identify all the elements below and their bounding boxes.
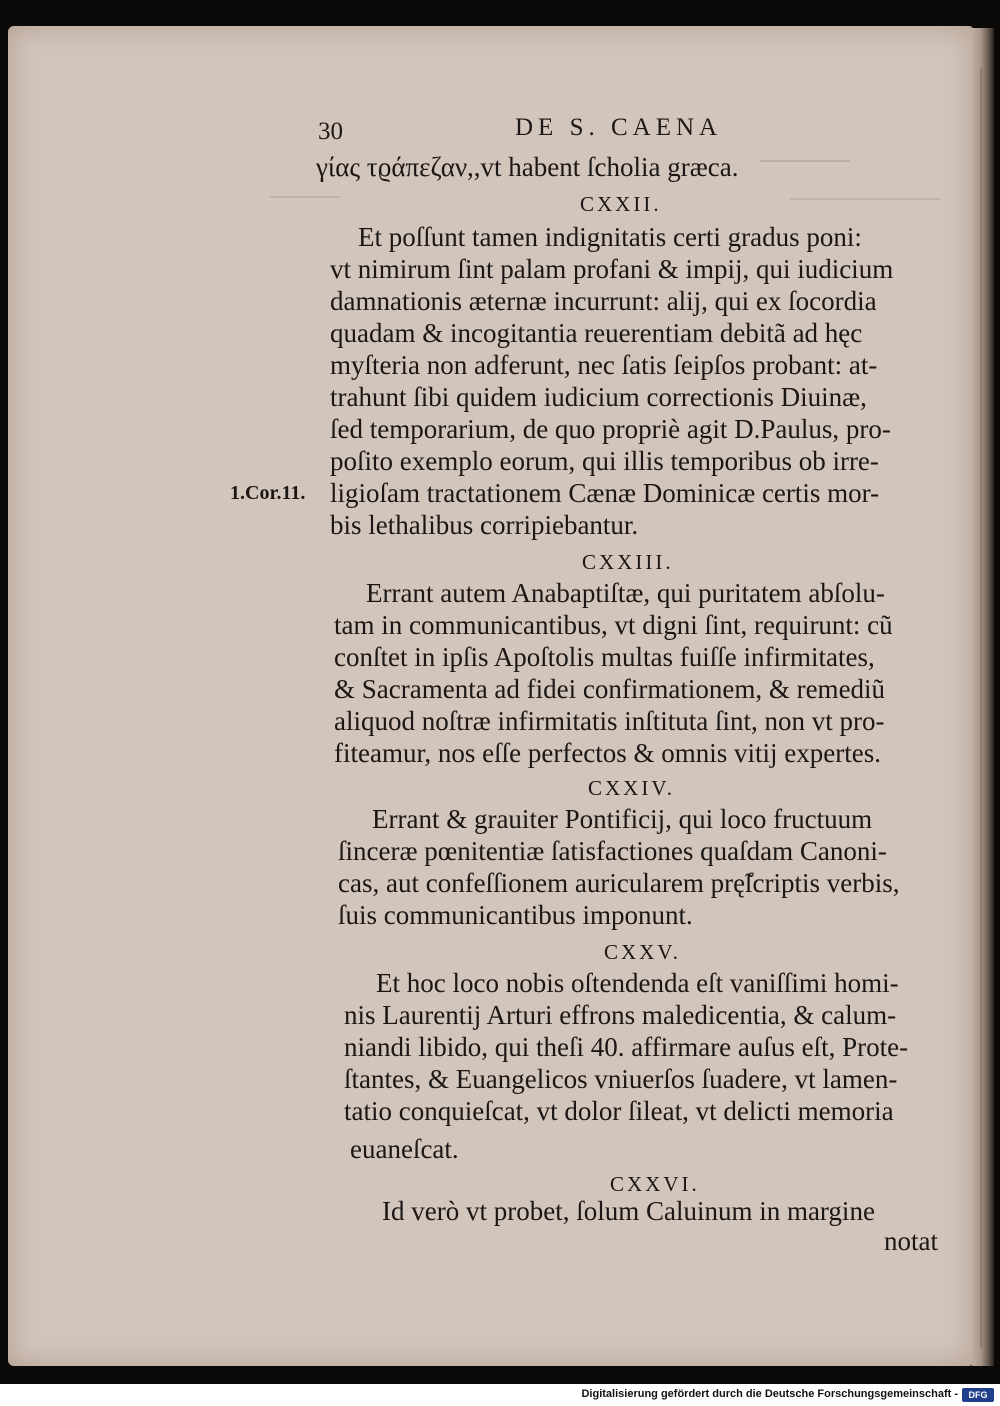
text-line: euaneſcat. — [350, 1134, 459, 1164]
section-heading: CXXIV. — [588, 776, 676, 800]
text-line: ſuis communicantibus imponunt. — [338, 900, 693, 930]
text-line: quadam & incogitantia reuerentiam debitã ad hęc — [330, 318, 863, 348]
section-heading: CXXVI. — [610, 1172, 700, 1196]
dfg-logo: DFG — [962, 1388, 994, 1402]
section-heading: CXXII. — [580, 192, 662, 216]
margin-note: 1.Cor.11. — [230, 482, 306, 504]
text-line: conſtet in ipſis Apoſtolis multas fuiſſe infirmitates, — [334, 642, 875, 672]
text-line: tatio conquieſcat, vt dolor ſileat, vt delicti memoria — [344, 1096, 894, 1126]
text-line: Et poſſunt tamen indignitatis certi gradus poni: — [358, 222, 862, 252]
text-line: poſito exemplo eorum, qui illis temporibus ob irre- — [330, 446, 879, 476]
text-line: nis Laurentij Arturi effrons maledicentia, & calum- — [344, 1000, 897, 1030]
text-line: trahunt ſibi quidem iudicium correctionis Diuinæ, — [330, 382, 867, 412]
text-line: Id verò vt probet, ſolum Caluinum in margine — [382, 1196, 875, 1226]
text-line: ligioſam tractationem Cænæ Dominicæ certis mor- — [330, 478, 880, 508]
text-line: vt nimirum ſint palam profani & impij, qui iudicium — [330, 254, 894, 284]
text-line: Errant autem Anabaptiſtæ, qui puritatem abſolu- — [366, 578, 885, 608]
running-title: DE S. CAENA — [515, 114, 723, 141]
footer-bar — [0, 1384, 1000, 1406]
text-line: γίας τϱάπεζαν,,vt habent ſcholia græca. — [316, 152, 739, 182]
text-line: damnationis æternæ incurrunt: alij, qui ex ſocordia — [330, 286, 877, 316]
text-line: ſed temporarium, de quo propriè agit D.Paulus, pro- — [330, 414, 891, 444]
text-line: bis lethalibus corripiebantur. — [330, 510, 639, 540]
funding-credit: Digitalisierung gefördert durch die Deutsche Forschungsgemeinschaft - — [581, 1388, 958, 1400]
text-line: cas, aut confeſſionem auricularem prę̃ſcriptis verbis, — [338, 868, 900, 898]
show-through-mark — [790, 198, 940, 200]
page-number: 30 — [318, 118, 343, 145]
page-edge-line — [980, 68, 982, 1348]
catchword: notat — [884, 1226, 938, 1256]
show-through-mark — [760, 160, 850, 162]
text-line: ſtantes, & Euangelicos vniuerſos ſuadere, vt lamen- — [344, 1064, 898, 1094]
section-heading: CXXIII. — [582, 550, 674, 574]
text-line: Et hoc loco nobis oſtendenda eſt vaniſſimi homi- — [376, 968, 899, 998]
text-line: myſteria non adferunt, nec ſatis ſeipſos probant: at- — [330, 350, 878, 380]
page-edge — [972, 28, 994, 1366]
text-line: fiteamur, nos eſſe perfectos & omnis vitij expertes. — [334, 738, 882, 768]
section-heading: CXXV. — [604, 940, 682, 964]
text-line: & Sacramenta ad fidei confirmationem, & remediũ — [334, 674, 886, 704]
text-line: ſinceræ pœnitentiæ ſatisfactiones quaſdam Canoni- — [338, 836, 887, 866]
text-line: niandi libido, qui theſi 40. affirmare auſus eſt, Prote- — [344, 1032, 909, 1062]
text-line: aliquod noſtræ infirmitatis inſtituta ſint, non vt pro- — [334, 706, 885, 736]
text-line: tam in communicantibus, vt digni ſint, requirunt: cũ — [334, 610, 893, 640]
show-through-mark — [270, 196, 340, 198]
text-line: Errant & grauiter Pontificij, qui loco fructuum — [372, 804, 873, 834]
